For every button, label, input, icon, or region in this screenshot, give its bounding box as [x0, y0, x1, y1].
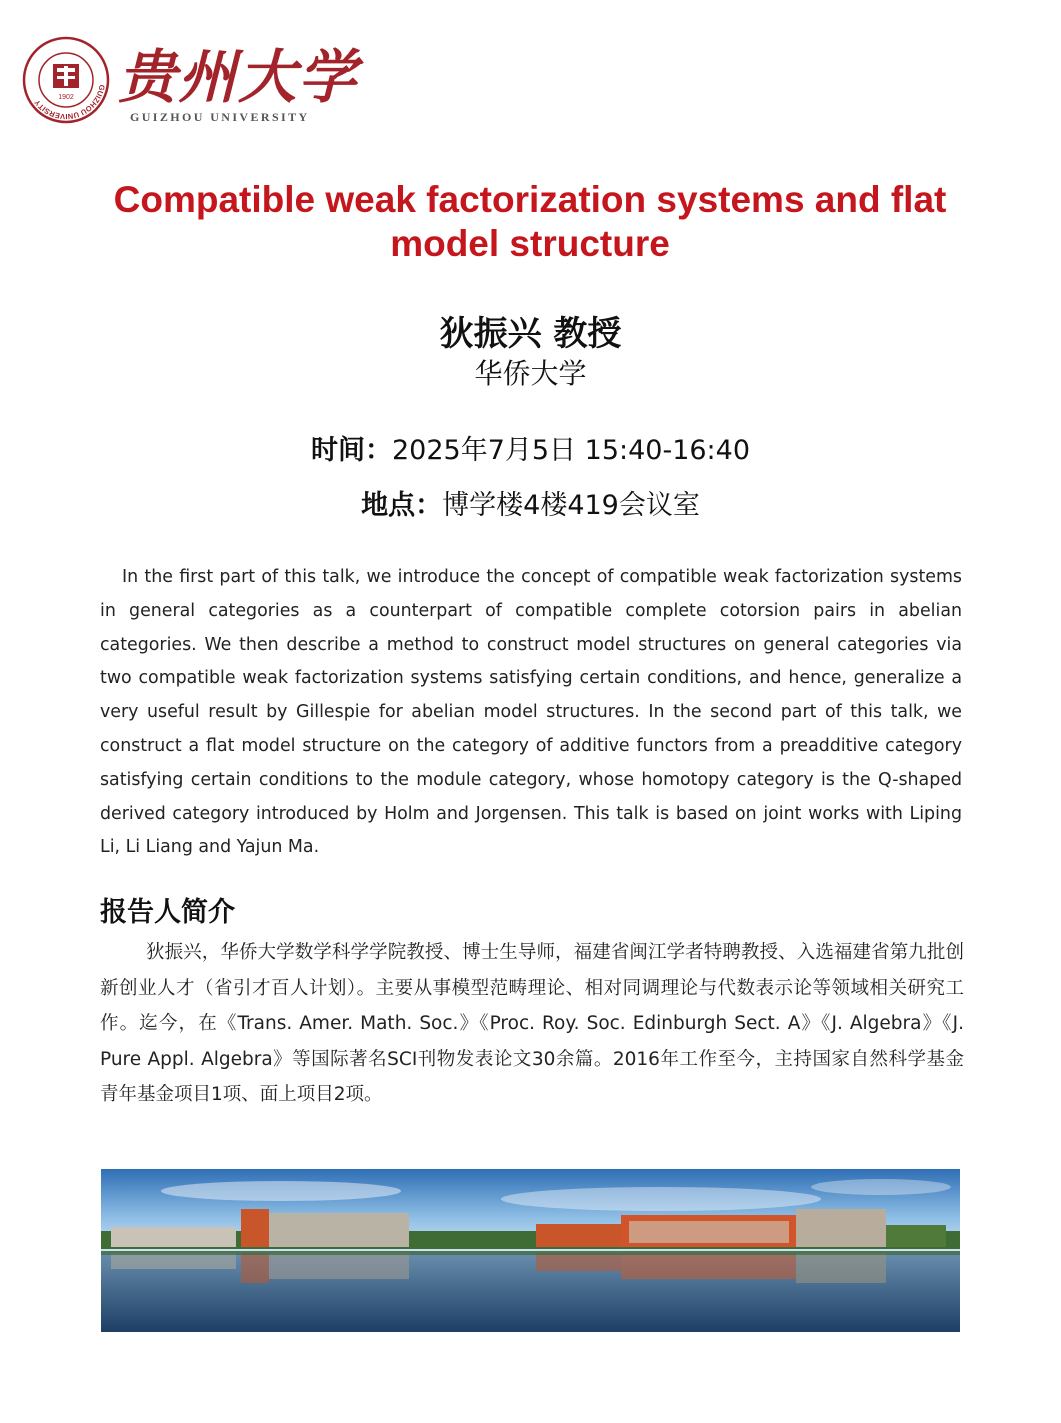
time-label: 时间：: [310, 435, 392, 466]
talk-place: [0, 483, 1061, 522]
place-value: 博学楼4楼419会议室: [442, 490, 700, 521]
bio-text: 狄振兴，华侨大学数学科学学院教授、博士生导师，福建省闽江学者特聘教授、入选福建省第九批创新创业人才（省引才百人计划）。主要从事模型范畴理论、相对同调理论与代数表示论等领域相关研究工作。迄今，在《Trans. Amer. Math. Soc.》《Proc. Roy. Soc. Edinburgh Sect. A》《J. Algebra》《J. Pure Appl. Algebra》等国际著名SCI刊物发表论文30余篇。2016年工作至今，主持国家自然科学基金青年基金项目1项、面上项目2项。: [100, 942, 964, 1105]
university-seal-icon: [22, 36, 110, 124]
bio-heading: 报告人简介: [100, 897, 235, 928]
svg-text:1902: 1902: [58, 94, 74, 101]
talk-time: [0, 428, 1061, 467]
svg-text:GUIZHOU UNIVERSITY: GUIZHOU UNIVERSITY: [32, 83, 107, 122]
logo-english-name: GUIZHOU UNIVERSITY: [130, 110, 310, 124]
speaker-name: 狄振兴 教授: [439, 314, 622, 354]
talk-abstract: In the first part of this talk, we introduce the concept of compatible weak factorization systems in general categories as a counterpart of compatible complete cotorsion pairs in abelian categories. We then describe a method to construct model structures on general categories via two compatible weak factorization systems satisfying certain conditions, and hence, generalize a very useful result by Gillespie for abelian model structures. In the second part of this talk, we construct a flat model structure on the category of additive functors from a preadditive category satisfying certain conditions to the module category, whose homotopy category is the Q-shaped derived category introduced by Holm and Jorgensen. This talk is based on joint works with Liping Li, Li Liang and Yajun Ma.: [100, 567, 962, 858]
talk-title: Compatible weak factorization systems and flat model structure: [113, 179, 947, 264]
logo-chinese-name: 贵州大学: [118, 43, 359, 111]
place-label: 地点：: [361, 490, 443, 521]
university-logo: [22, 36, 359, 126]
speaker-affiliation: 华侨大学: [474, 357, 587, 390]
time-value: 2025年7月5日 15:40-16:40: [391, 435, 750, 466]
campus-photo: [101, 1169, 960, 1332]
